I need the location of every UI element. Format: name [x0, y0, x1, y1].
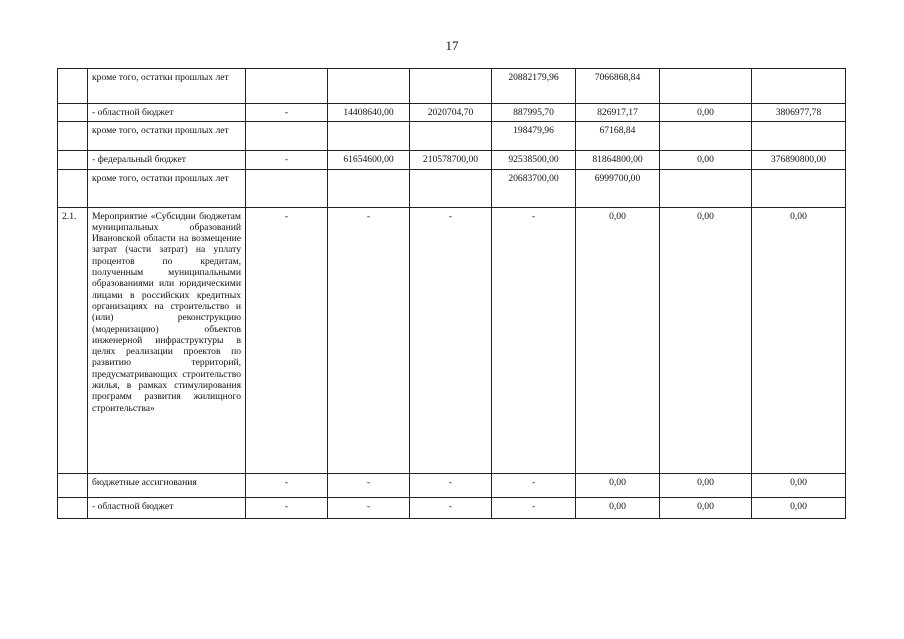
value-cell: -	[492, 497, 576, 518]
value-cell	[246, 169, 328, 207]
description-cell: кроме того, остатки прошлых лет	[88, 69, 246, 104]
value-cell: -	[328, 207, 410, 473]
table-row	[58, 69, 846, 104]
value-cell: 0,00	[576, 473, 660, 497]
value-cell	[410, 69, 492, 104]
value-cell: 20882179,96	[492, 69, 576, 104]
value-cell	[752, 69, 846, 104]
description-cell: - федеральный бюджет	[88, 151, 246, 169]
value-cell	[660, 122, 752, 151]
description-cell: - областной бюджет	[88, 104, 246, 122]
row-number-cell	[58, 69, 88, 104]
value-cell: -	[328, 497, 410, 518]
value-cell: 210578700,00	[410, 151, 492, 169]
value-cell: 198479,96	[492, 122, 576, 151]
value-cell	[410, 169, 492, 207]
table-row	[58, 122, 846, 151]
value-cell: 3806977,78	[752, 104, 846, 122]
value-cell: 376890800,00	[752, 151, 846, 169]
value-cell: 92538500,00	[492, 151, 576, 169]
value-cell: 0,00	[660, 151, 752, 169]
description-cell: Мероприятие «Субсидии бюджетам муниципальных образований Ивановской области на возмещение затрат (части затрат) на уплату процентов по кредитам, полученным муниципальными образованиями или юридическими лицами в российских кредитных организациях на строительство и (или) реконструкцию (модернизацию) объектов инженерной инфраструктуры в целях реализации проектов по развитию территорий, предусматривающих строительство жилья, в рамках стимулирования программ развития жилищного строительства»	[88, 207, 246, 473]
description-cell: бюджетные ассигнования	[88, 473, 246, 497]
value-cell: 0,00	[752, 473, 846, 497]
value-cell: -	[246, 151, 328, 169]
value-cell: -	[328, 473, 410, 497]
value-cell: 67168,84	[576, 122, 660, 151]
value-cell: -	[246, 104, 328, 122]
value-cell: 0,00	[752, 497, 846, 518]
value-cell	[752, 122, 846, 151]
row-number-cell	[58, 497, 88, 518]
value-cell: 0,00	[576, 207, 660, 473]
value-cell	[246, 69, 328, 104]
description-cell: - областной бюджет	[88, 497, 246, 518]
value-cell	[410, 122, 492, 151]
value-cell: 14408640,00	[328, 104, 410, 122]
value-cell: 0,00	[660, 497, 752, 518]
value-cell: -	[410, 473, 492, 497]
value-cell: 0,00	[660, 207, 752, 473]
value-cell: 7066868,84	[576, 69, 660, 104]
value-cell: -	[410, 497, 492, 518]
value-cell: -	[246, 497, 328, 518]
row-number-cell	[58, 104, 88, 122]
value-cell: 6999700,00	[576, 169, 660, 207]
value-cell	[660, 69, 752, 104]
table-row	[58, 473, 846, 497]
value-cell: 2020704,70	[410, 104, 492, 122]
page-number: 17	[445, 38, 459, 53]
value-cell	[752, 169, 846, 207]
value-cell	[328, 169, 410, 207]
value-cell: 0,00	[660, 104, 752, 122]
value-cell: 20683700,00	[492, 169, 576, 207]
row-number-cell: 2.1.	[58, 207, 88, 473]
value-cell: -	[492, 473, 576, 497]
table-row	[58, 169, 846, 207]
table-row	[58, 151, 846, 169]
value-cell: -	[246, 473, 328, 497]
table-row	[58, 207, 846, 473]
table-row	[58, 497, 846, 518]
value-cell: -	[492, 207, 576, 473]
value-cell: 0,00	[752, 207, 846, 473]
row-number-cell	[58, 169, 88, 207]
description-cell: кроме того, остатки прошлых лет	[88, 169, 246, 207]
value-cell: -	[410, 207, 492, 473]
value-cell: 0,00	[660, 473, 752, 497]
table-row	[58, 104, 846, 122]
budget-table	[57, 68, 846, 519]
value-cell: -	[246, 207, 328, 473]
value-cell: 81864800,00	[576, 151, 660, 169]
value-cell: 826917,17	[576, 104, 660, 122]
value-cell	[328, 69, 410, 104]
row-number-cell	[58, 122, 88, 151]
value-cell	[328, 122, 410, 151]
row-number-cell	[58, 151, 88, 169]
value-cell	[660, 169, 752, 207]
value-cell: 0,00	[576, 497, 660, 518]
row-number-cell	[58, 473, 88, 497]
value-cell: 61654600,00	[328, 151, 410, 169]
value-cell	[246, 122, 328, 151]
description-cell: кроме того, остатки прошлых лет	[88, 122, 246, 151]
value-cell: 887995,70	[492, 104, 576, 122]
